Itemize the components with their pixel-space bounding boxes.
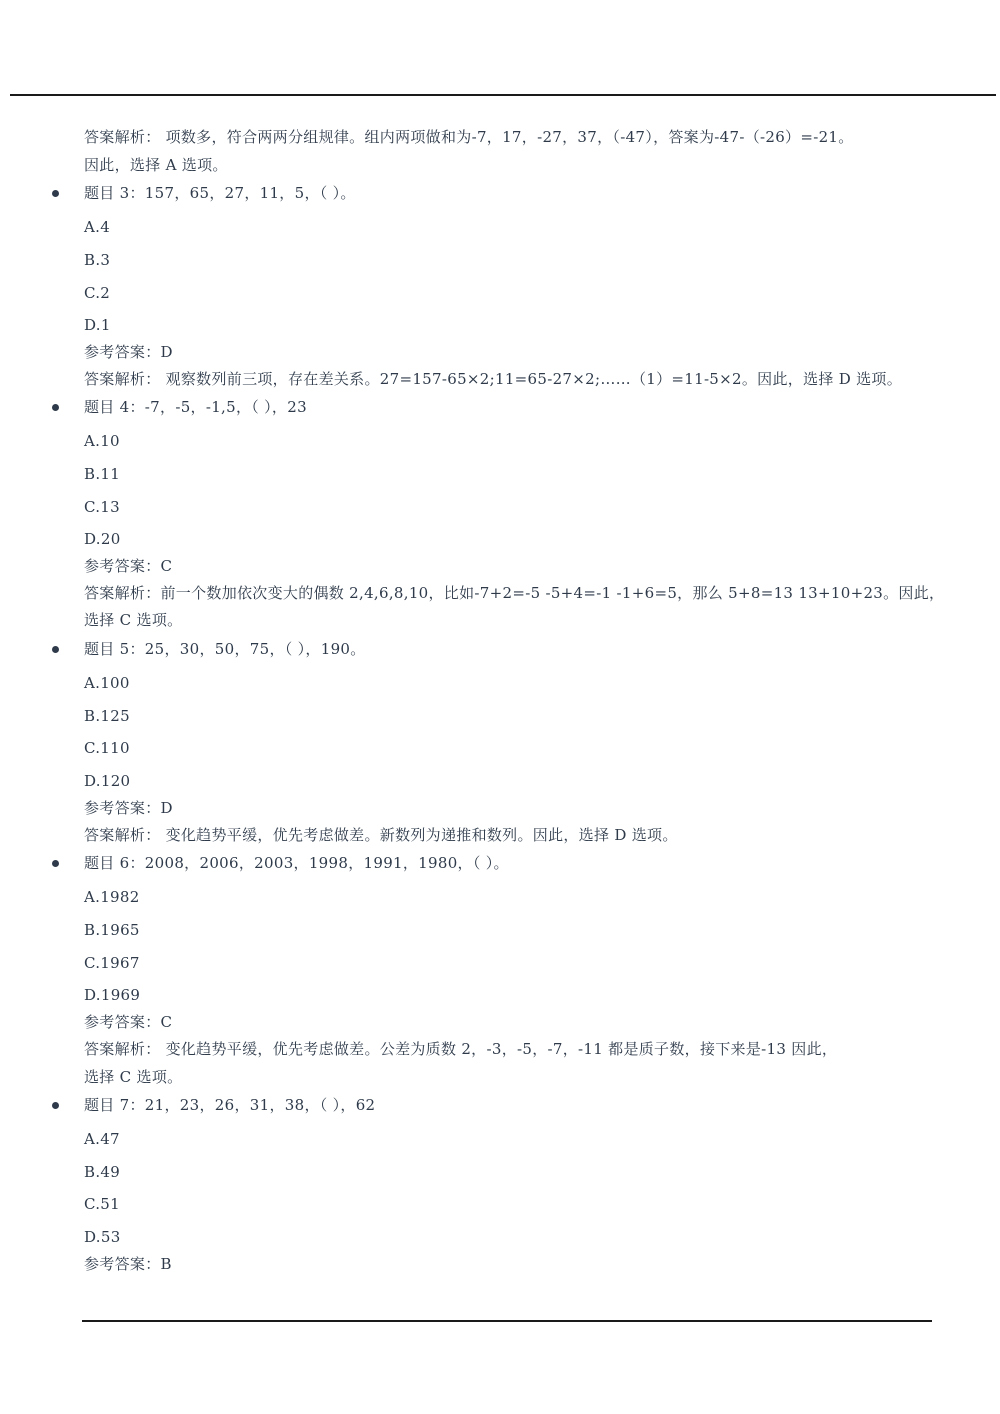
q6-reference-answer: 参考答案：C [84, 1013, 173, 1031]
q4-option-c: C.13 [84, 498, 120, 516]
q6-option-b: B.1965 [84, 921, 140, 939]
bullet-icon [52, 404, 59, 411]
answer-analysis-q2: 答案解析： 项数多，符合两两分组规律。组内两项做和为-7，17，-27，37，（-47），答案为-47-（-26）=-21。 [84, 128, 854, 146]
q7-reference-answer: 参考答案：B [84, 1255, 172, 1273]
q6-option-c: C.1967 [84, 954, 140, 972]
q4-option-b: B.11 [84, 465, 121, 483]
q7-option-b: B.49 [84, 1163, 121, 1181]
q5-answer-analysis: 答案解析： 变化趋势平缓，优先考虑做差。新数列为递推和数列。因此，选择 D 选项。 [84, 826, 678, 844]
q3-option-d: D.1 [84, 316, 111, 334]
q6-option-a: A.1982 [84, 888, 140, 906]
q6-answer-analysis: 答案解析： 变化趋势平缓，优先考虑做差。公差为质数 2，-3，-5，-7，-11 都是质子数，接下来是-13 因此， [84, 1040, 838, 1058]
q6-option-d: D.1969 [84, 986, 141, 1004]
q3-reference-answer: 参考答案：D [84, 343, 173, 361]
q4-answer-analysis: 答案解析：前一个数加依次变大的偶数 2,4,6,8,10，比如-7+2=-5 -5+4=-1 -1+6=5，那么 5+8=13 13+10+23。因此， [84, 584, 945, 602]
q7-option-a: A.47 [84, 1130, 120, 1148]
q5-option-d: D.120 [84, 772, 131, 790]
q3-option-c: C.2 [84, 284, 111, 302]
bullet-icon [52, 1102, 59, 1109]
q4-option-d: D.20 [84, 530, 121, 548]
question-4: 题目 4：-7，-5，-1,5，（ ），23 [84, 398, 307, 416]
header-rule [10, 94, 996, 96]
bullet-icon [52, 190, 59, 197]
q5-option-c: C.110 [84, 739, 130, 757]
q6-answer-analysis-cont: 选择 C 选项。 [84, 1068, 183, 1086]
question-5: 题目 5：25，30，50，75，（ ），190。 [84, 640, 366, 658]
q5-option-b: B.125 [84, 707, 130, 725]
q5-option-a: A.100 [84, 674, 130, 692]
bullet-icon [52, 646, 59, 653]
q4-option-a: A.10 [84, 432, 120, 450]
q7-option-d: D.53 [84, 1228, 121, 1246]
bullet-icon [52, 860, 59, 867]
question-6: 题目 6：2008，2006，2003，1998，1991，1980，（ ）。 [84, 854, 509, 872]
question-7: 题目 7：21，23，26，31，38，（ ），62 [84, 1096, 376, 1114]
q5-reference-answer: 参考答案：D [84, 799, 173, 817]
footer-rule [82, 1320, 932, 1322]
q4-answer-analysis-cont: 选择 C 选项。 [84, 611, 183, 629]
q7-option-c: C.51 [84, 1195, 120, 1213]
q4-reference-answer: 参考答案：C [84, 557, 173, 575]
answer-analysis-q2-cont: 因此，选择 A 选项。 [84, 156, 228, 174]
q3-option-a: A.4 [84, 218, 111, 236]
question-3: 题目 3：157，65，27，11，5，（ ）。 [84, 184, 356, 202]
q3-option-b: B.3 [84, 251, 111, 269]
q3-answer-analysis: 答案解析： 观察数列前三项，存在差关系。27=157-65×2;11=65-27×2;……（1）=11-5×2。因此，选择 D 选项。 [84, 370, 903, 388]
